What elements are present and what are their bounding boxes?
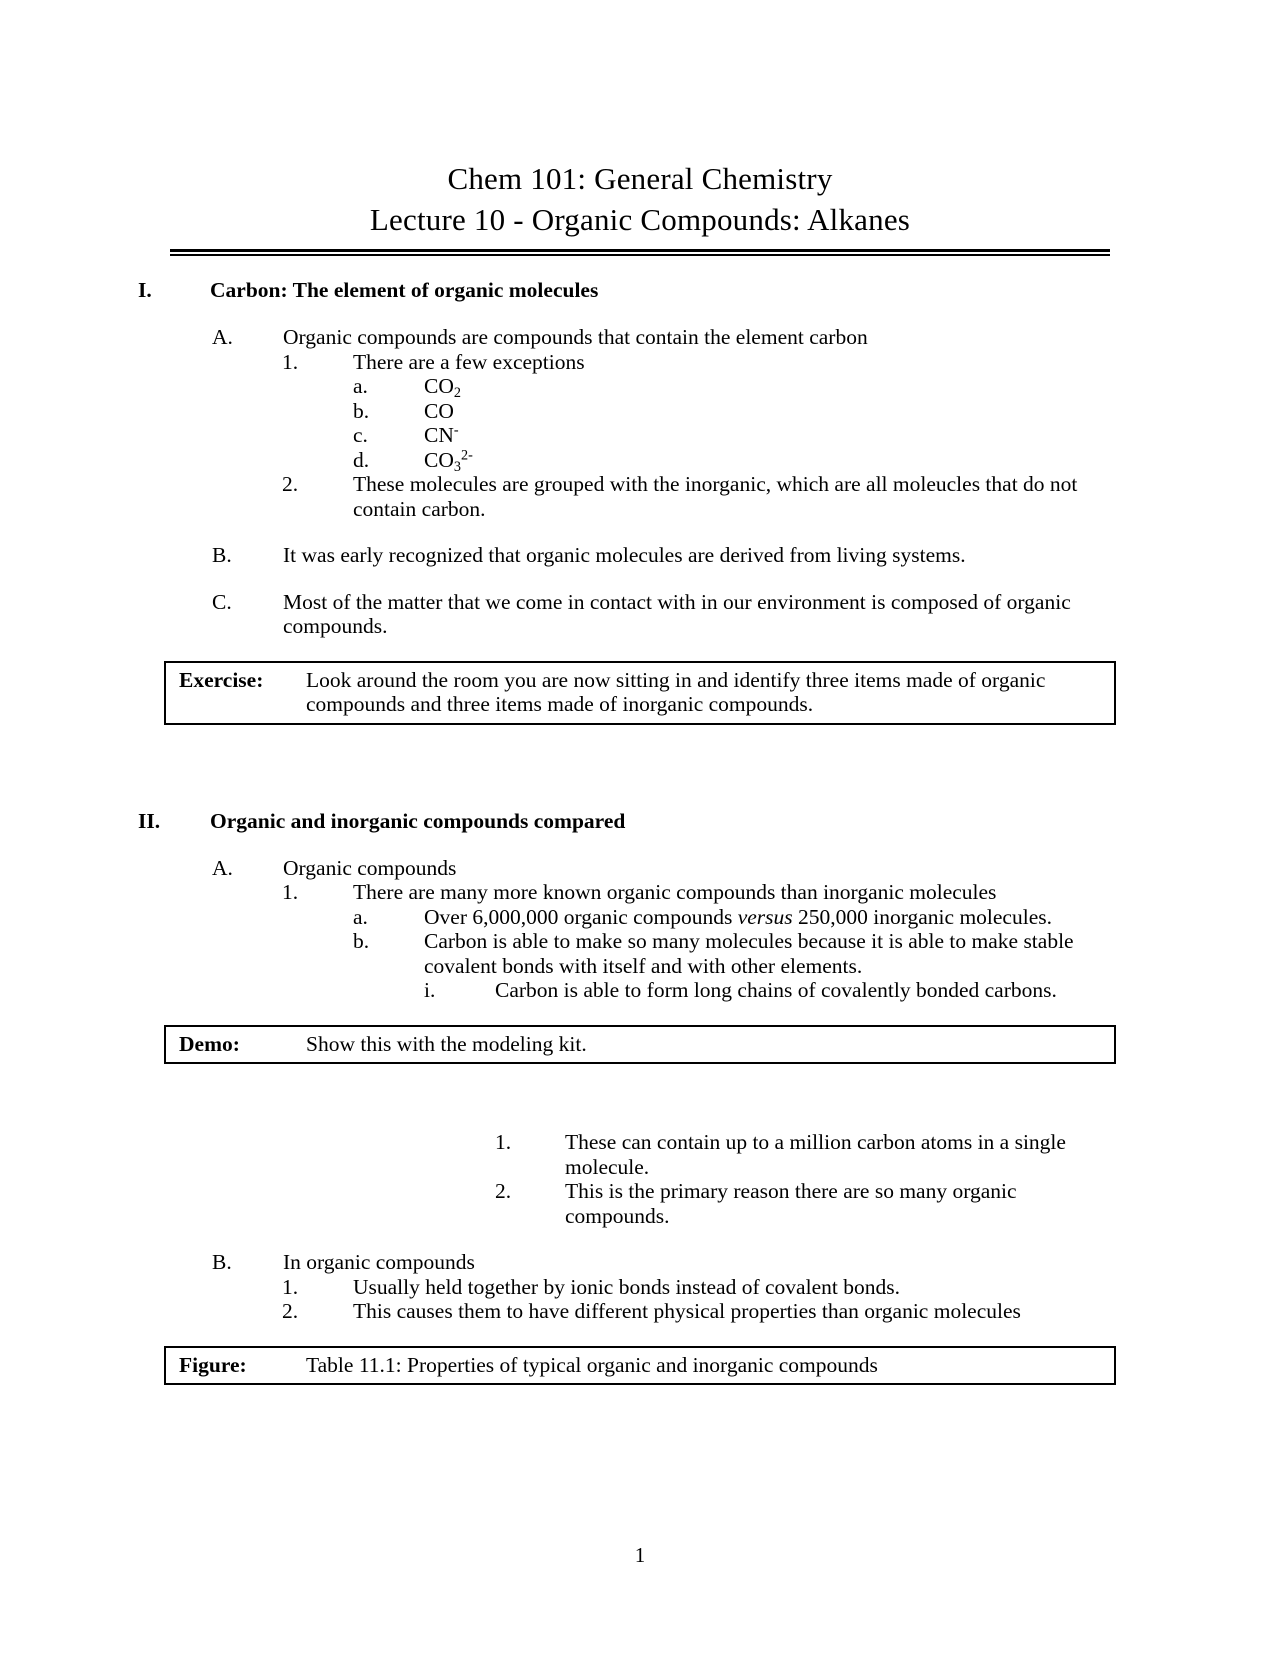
chemical-formula-co [424,399,1084,424]
outline-item-1A1a [353,374,1280,399]
page-number: 1 [634,1543,646,1567]
formula-subscript: 2 [453,384,461,401]
section-heading-1 [138,278,1280,303]
page-title-line-2: Lecture 10 - Organic Compounds: Alkanes [369,202,911,237]
outline-marker: 2. [495,1179,512,1203]
outline-marker: b. [353,398,370,423]
outline-text: These can contain up to a million carbon atoms in a single molecule. [565,1130,1066,1179]
section-title: Carbon: The element of organic molecules [210,278,599,302]
outline-item-1A1c [353,423,1280,448]
demo-text: Show this with the modeling kit. [306,1031,587,1056]
italic-versus: versus [737,904,793,929]
outline-item-2A [212,856,1280,881]
text-before-italic: Over 6,000,000 organic compounds [424,904,738,929]
outline-text: Usually held together by ionic bonds instead of covalent bonds. [353,1274,900,1299]
outline-item-2A1a [353,905,1280,930]
outline-text: These molecules are grouped with the inorganic, which are all moleucles that do not contain carbon. [353,472,1078,521]
outline-marker: b. [353,929,370,953]
outline-marker: a. [353,904,368,929]
outline-item-1A1d [353,448,1280,473]
outline-marker: c. [353,423,368,447]
outline-text [424,905,1084,930]
outline-marker: 1. [282,349,299,374]
outline-marker: B. [212,543,232,567]
text-after-italic: 250,000 inorganic molecules. [792,904,1052,929]
outline-marker: d. [353,447,370,472]
outline-marker: 1. [495,1130,512,1154]
chemical-formula-cyanide [424,423,1084,448]
outline-text: This is the primary reason there are so many organic compounds. [565,1179,1017,1228]
exercise-label: Exercise: [179,667,264,692]
figure-text: Table 11.1: Properties of typical organic and inorganic compounds [306,1352,878,1377]
outline-marker: 1. [282,1274,299,1299]
outline-text: Most of the matter that we come in contact with in our environment is composed of organic compounds. [283,589,1071,638]
outline-item-1A1b [353,399,1280,424]
section-marker: II. [138,808,161,833]
outline-text: Carbon is able to form long chains of covalently bonded carbons. [495,978,1057,1002]
outline-item-1C [212,590,1280,639]
outline-item-2B2 [282,1299,1280,1324]
outline-text: It was early recognized that organic molecules are derived from living systems. [283,543,966,567]
outline-item-2B [212,1250,1280,1275]
document-title-block [0,0,1280,256]
outline-item-1A1 [282,350,1280,375]
outline-text: This causes them to have different physical properties than organic molecules [353,1299,1021,1323]
outline-item-deep-2 [495,1179,1280,1228]
outline-item-1A [212,325,1280,350]
page-title-line-1: Chem 101: General Chemistry [447,161,833,196]
outline-marker: A. [212,325,233,349]
section-title: Organic and inorganic compounds compared [210,808,626,833]
chemical-formula-co2 [424,374,1084,399]
outline-item-2B1 [282,1275,1280,1300]
formula-superscript: 2- [460,447,473,464]
exercise-callout-box [164,661,1116,725]
outline-text: There are many more known organic compounds than inorganic molecules [353,880,997,904]
figure-callout-box [164,1346,1116,1386]
outline-item-deep-1 [495,1130,1280,1179]
formula-base: CO [424,374,454,398]
outline-text: There are a few exceptions [353,349,585,374]
title-divider [170,249,1110,256]
formula-base: CO [424,447,454,472]
outline-marker: 2. [282,472,299,496]
outline-marker: A. [212,855,233,880]
outline-marker: B. [212,1250,232,1274]
demo-label: Demo: [179,1031,240,1056]
section-marker: I. [138,278,152,302]
exercise-text: Look around the room you are now sitting in and identify three items made of organic compounds and three items made of inorganic compounds. [306,667,1046,716]
outline-marker: 2. [282,1299,299,1323]
outline-item-2A1b [353,929,1280,978]
formula-subscript: 3 [453,458,461,475]
section-heading-2 [138,809,1280,834]
outline-marker: i. [424,978,436,1002]
outline-item-2A1 [282,880,1280,905]
outline-marker: C. [212,589,232,614]
outline-marker: 1. [282,880,299,904]
outline-text: In organic compounds [283,1250,475,1274]
outline-item-2A1bi [424,978,1280,1003]
formula-base: CN [424,423,454,447]
outline-text: Organic compounds are compounds that contain the element carbon [283,325,868,349]
formula-superscript: - [453,422,459,439]
outline-text: Organic compounds [283,855,457,880]
outline-marker: a. [353,374,368,398]
figure-label: Figure: [179,1352,247,1377]
outline-text: Carbon is able to make so many molecules because it is able to make stable covalent bonds with itself and with other elements. [424,929,1074,978]
formula-base: CO [424,398,454,423]
demo-callout-box [164,1025,1116,1065]
outline-item-1B [212,543,1280,568]
outline-item-1A2 [282,472,1280,521]
chemical-formula-carbonate [424,448,1084,473]
